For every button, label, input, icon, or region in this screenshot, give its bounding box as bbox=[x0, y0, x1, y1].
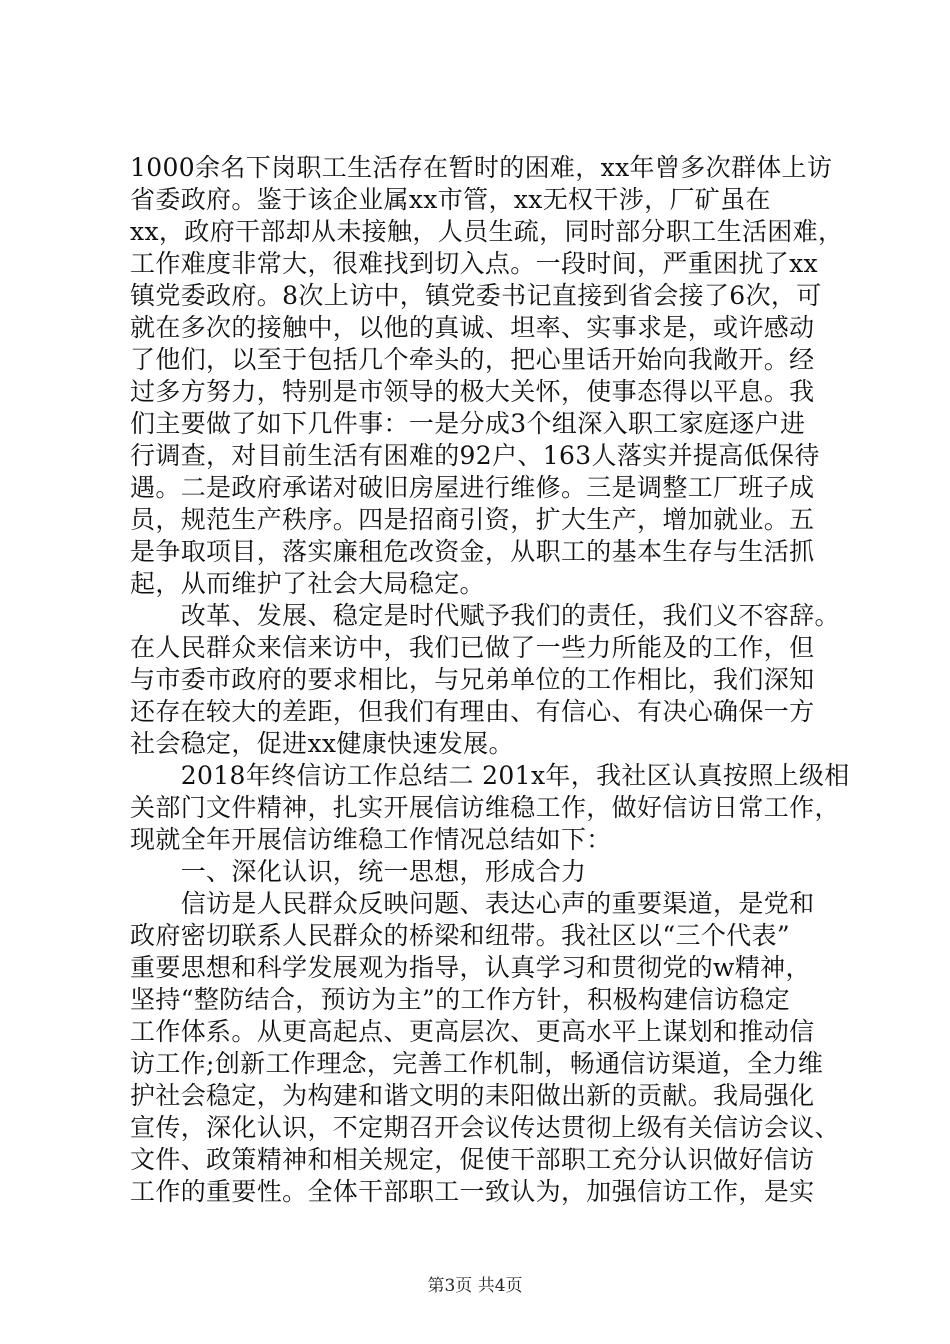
text-line: 护社会稳定，为构建和谐文明的耒阳做出新的贡献。我局强化 bbox=[130, 1081, 815, 1110]
page-number-footer: 第3页 共4页 bbox=[427, 1276, 523, 1296]
text-line: 是争取项目，落实廉租危改资金，从职工的基本生存与生活抓 bbox=[130, 537, 815, 566]
text-line: 镇党委政府。8次上访中，镇党委书记直接到省会接了6次，可 bbox=[130, 281, 822, 310]
text-line: 2018年终信访工作总结二 201x年，我社区认真按照上级相 bbox=[130, 761, 850, 790]
text-line: 省委政府。鉴于该企业属xx市管，xx无权干涉，厂矿虽在 bbox=[130, 185, 771, 214]
text-line: 改革、发展、稳定是时代赋予我们的责任，我们义不容辞。 bbox=[130, 601, 840, 630]
text-line: 员，规范生产秩序。四是招商引资，扩大生产，增加就业。五 bbox=[130, 505, 815, 534]
text-line: 遇。二是政府承诺对破旧房屋进行维修。三是调整工厂班子成 bbox=[130, 473, 815, 502]
text-line: 信访是人民群众反映问题、表达心声的重要渠道，是党和 bbox=[130, 889, 815, 918]
body-text bbox=[130, 152, 850, 1208]
text-line: 起，从而维护了社会大局稳定。 bbox=[130, 569, 485, 598]
text-line: 就在多次的接触中，以他的真诚、坦率、实事求是，或许感动 bbox=[130, 313, 815, 342]
text-line: 重要思想和科学发展观为指导，认真学习和贯彻党的w精神， bbox=[130, 953, 811, 982]
text-line: xx，政府干部却从未接触，人员生疏，同时部分职工生活困难， bbox=[130, 217, 844, 246]
text-line: 了他们，以至于包括几个牵头的，把心里话开始向我敞开。经 bbox=[130, 345, 815, 374]
text-line: 1000余名下岗职工生活存在暂时的困难，xx年曾多次群体上访 bbox=[130, 153, 833, 182]
text-line: 社会稳定，促进xx健康快速发展。 bbox=[130, 729, 514, 758]
text-line: 在人民群众来信来访中，我们已做了一些力所能及的工作，但 bbox=[130, 633, 815, 662]
text-line: 访工作;创新工作理念，完善工作机制，畅通信访渠道，全力维 bbox=[130, 1049, 824, 1078]
text-line: 坚持“整防结合，预访为主”的工作方针，积极构建信访稳定 bbox=[130, 985, 791, 1014]
section-heading: 一、深化认识，统一思想，形成合力 bbox=[130, 857, 587, 886]
text-line: 们主要做了如下几件事：一是分成3个组深入职工家庭逐户进 bbox=[130, 409, 806, 438]
text-line: 过多方努力，特别是市领导的极大关怀，使事态得以平息。我 bbox=[130, 377, 815, 406]
text-line: 关部门文件精神，扎实开展信访维稳工作，做好信访日常工作， bbox=[130, 793, 840, 822]
text-line: 文件、政策精神和相关规定，促使干部职工充分认识做好信访 bbox=[130, 1145, 815, 1174]
text-line: 工作难度非常大，很难找到切入点。一段时间，严重困扰了xx bbox=[130, 249, 819, 278]
text-line: 宣传，深化认识，不定期召开会议传达贯彻上级有关信访会议、 bbox=[130, 1113, 840, 1142]
text-line: 行调查，对目前生活有困难的92户、163人落实并提高低保待 bbox=[130, 441, 820, 470]
text-line: 工作的重要性。全体干部职工一致认为，加强信访工作，是实 bbox=[130, 1177, 815, 1206]
text-line: 还存在较大的差距，但我们有理由、有信心、有决心确保一方 bbox=[130, 697, 815, 726]
text-line: 工作体系。从更高起点、更高层次、更高水平上谋划和推动信 bbox=[130, 1017, 815, 1046]
text-line: 现就全年开展信访维稳工作情况总结如下： bbox=[130, 825, 612, 854]
text-line: 政府密切联系人民群众的桥梁和纽带。我社区以“三个代表” bbox=[130, 921, 791, 950]
text-line: 与市委市政府的要求相比，与兄弟单位的工作相比，我们深知 bbox=[130, 665, 815, 694]
